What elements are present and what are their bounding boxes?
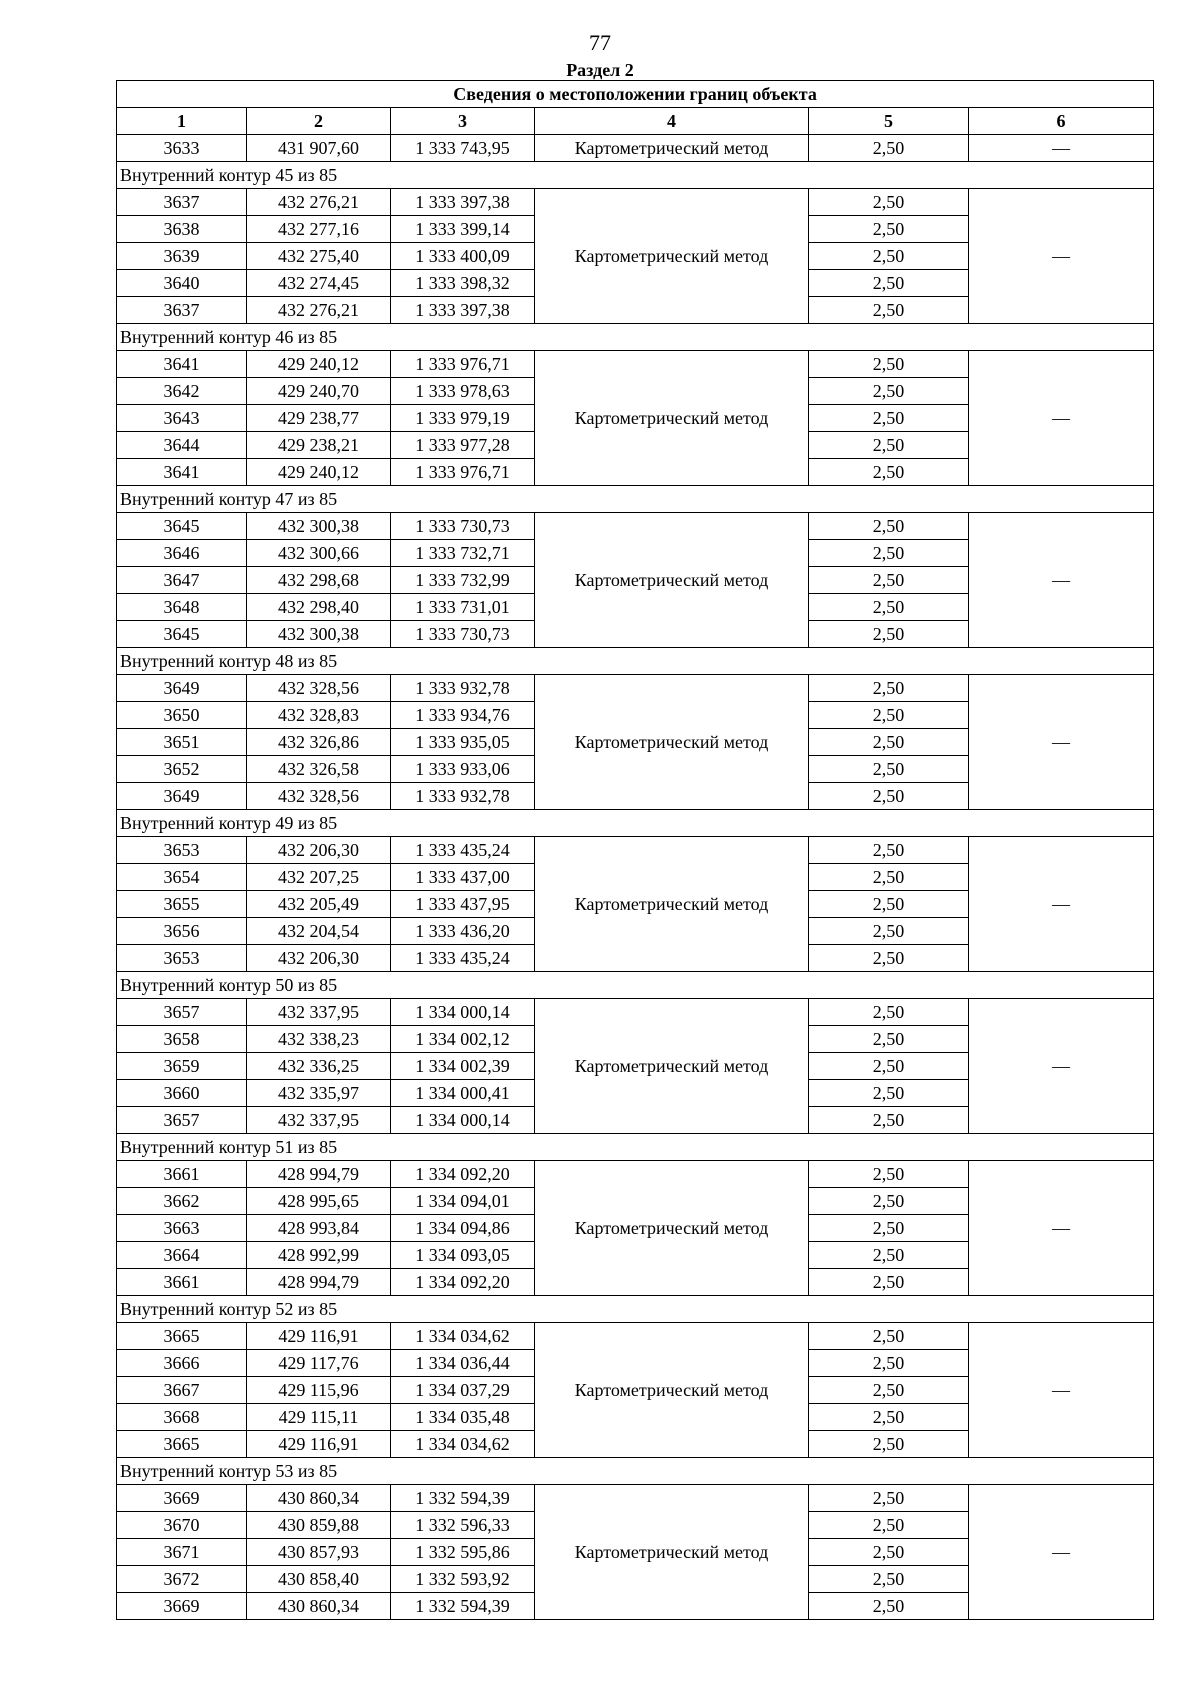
point-number: 3649 (117, 675, 247, 702)
point-number: 3665 (117, 1431, 247, 1458)
column-header: 1 (117, 108, 247, 135)
contour-header-row (117, 324, 1154, 351)
precision-cell: 2,50 (809, 1512, 969, 1539)
precision-cell: 2,50 (809, 1188, 969, 1215)
column-header: 4 (535, 108, 809, 135)
dash-cell: — (969, 135, 1154, 162)
coordinate-x: 428 994,79 (247, 1161, 391, 1188)
point-number: 3667 (117, 1377, 247, 1404)
coordinate-y: 1 332 594,39 (391, 1593, 535, 1620)
contour-label: Внутренний контур 49 из 85 (117, 810, 1154, 837)
column-header: 2 (247, 108, 391, 135)
column-header: 3 (391, 108, 535, 135)
point-number: 3660 (117, 1080, 247, 1107)
precision-cell: 2,50 (809, 864, 969, 891)
coordinate-x: 429 240,12 (247, 351, 391, 378)
precision-cell: 2,50 (809, 783, 969, 810)
precision-cell: 2,50 (809, 1269, 969, 1296)
precision-cell: 2,50 (809, 756, 969, 783)
precision-cell: 2,50 (809, 135, 969, 162)
dash-cell: — (969, 351, 1154, 486)
point-number: 3668 (117, 1404, 247, 1431)
contour-header-row (117, 810, 1154, 837)
coordinate-x: 432 328,56 (247, 783, 391, 810)
contour-header-row (117, 486, 1154, 513)
precision-cell: 2,50 (809, 1026, 969, 1053)
precision-cell: 2,50 (809, 594, 969, 621)
point-number: 3653 (117, 945, 247, 972)
coordinate-y: 1 333 976,71 (391, 351, 535, 378)
coordinate-x: 429 116,91 (247, 1323, 391, 1350)
contour-label: Внутренний контур 48 из 85 (117, 648, 1154, 675)
precision-cell: 2,50 (809, 675, 969, 702)
precision-cell: 2,50 (809, 513, 969, 540)
contour-header-row (117, 162, 1154, 189)
coordinate-x: 429 238,77 (247, 405, 391, 432)
method-cell: Картометрический метод (535, 189, 809, 324)
method-cell: Картометрический метод (535, 1323, 809, 1458)
coordinate-x: 432 276,21 (247, 189, 391, 216)
coordinate-x: 429 240,70 (247, 378, 391, 405)
point-number: 3652 (117, 756, 247, 783)
precision-cell: 2,50 (809, 567, 969, 594)
point-number: 3669 (117, 1485, 247, 1512)
precision-cell: 2,50 (809, 270, 969, 297)
table-row (117, 1485, 1154, 1512)
section-title: Раздел 2 (566, 60, 634, 80)
coordinate-y: 1 334 000,41 (391, 1080, 535, 1107)
contour-header-row (117, 648, 1154, 675)
contour-header-row (117, 1296, 1154, 1323)
point-number: 3643 (117, 405, 247, 432)
precision-cell: 2,50 (809, 216, 969, 243)
coordinate-y: 1 333 399,14 (391, 216, 535, 243)
point-number: 3641 (117, 459, 247, 486)
coordinate-x: 432 300,66 (247, 540, 391, 567)
point-number: 3649 (117, 783, 247, 810)
table-row (117, 135, 1154, 162)
coordinate-y: 1 333 730,73 (391, 621, 535, 648)
contour-label: Внутренний контур 50 из 85 (117, 972, 1154, 999)
precision-cell: 2,50 (809, 1566, 969, 1593)
coordinate-y: 1 334 036,44 (391, 1350, 535, 1377)
point-number: 3657 (117, 999, 247, 1026)
precision-cell: 2,50 (809, 1404, 969, 1431)
point-number: 3642 (117, 378, 247, 405)
coordinate-y: 1 333 935,05 (391, 729, 535, 756)
coordinate-x: 432 207,25 (247, 864, 391, 891)
coordinate-y: 1 332 595,86 (391, 1539, 535, 1566)
point-number: 3662 (117, 1188, 247, 1215)
coordinate-x: 429 116,91 (247, 1431, 391, 1458)
coordinate-y: 1 332 596,33 (391, 1512, 535, 1539)
coordinate-y: 1 333 932,78 (391, 783, 535, 810)
table-row (117, 1161, 1154, 1188)
coordinate-y: 1 334 092,20 (391, 1161, 535, 1188)
coordinate-y: 1 333 437,95 (391, 891, 535, 918)
coordinate-x: 428 994,79 (247, 1269, 391, 1296)
dash-cell: — (969, 513, 1154, 648)
table-row (117, 351, 1154, 378)
dash-cell: — (969, 837, 1154, 972)
point-number: 3637 (117, 189, 247, 216)
coordinate-y: 1 334 094,86 (391, 1215, 535, 1242)
coordinate-x: 429 115,96 (247, 1377, 391, 1404)
point-number: 3666 (117, 1350, 247, 1377)
coordinate-y: 1 334 000,14 (391, 1107, 535, 1134)
coordinate-x: 432 206,30 (247, 945, 391, 972)
coordinate-x: 432 337,95 (247, 999, 391, 1026)
precision-cell: 2,50 (809, 1242, 969, 1269)
point-number: 3670 (117, 1512, 247, 1539)
precision-cell: 2,50 (809, 837, 969, 864)
precision-cell: 2,50 (809, 1107, 969, 1134)
table-title-row (117, 81, 1154, 108)
coordinate-x: 428 992,99 (247, 1242, 391, 1269)
coordinate-y: 1 333 731,01 (391, 594, 535, 621)
coordinate-y: 1 334 092,20 (391, 1269, 535, 1296)
method-cell: Картометрический метод (535, 351, 809, 486)
coordinate-y: 1 334 002,39 (391, 1053, 535, 1080)
point-number: 3639 (117, 243, 247, 270)
precision-cell: 2,50 (809, 1377, 969, 1404)
coordinate-y: 1 332 593,92 (391, 1566, 535, 1593)
coordinate-x: 430 860,34 (247, 1485, 391, 1512)
table-title: Сведения о местоположении границ объекта (117, 81, 1154, 108)
contour-label: Внутренний контур 46 из 85 (117, 324, 1154, 351)
coordinate-y: 1 334 037,29 (391, 1377, 535, 1404)
coordinate-y: 1 334 000,14 (391, 999, 535, 1026)
point-number: 3637 (117, 297, 247, 324)
precision-cell: 2,50 (809, 1431, 969, 1458)
coordinate-x: 432 298,68 (247, 567, 391, 594)
page-number: 77 (589, 30, 611, 55)
coordinate-x: 432 328,83 (247, 702, 391, 729)
coordinate-y: 1 333 979,19 (391, 405, 535, 432)
point-number: 3669 (117, 1593, 247, 1620)
precision-cell: 2,50 (809, 432, 969, 459)
precision-cell: 2,50 (809, 297, 969, 324)
coordinate-x: 432 276,21 (247, 297, 391, 324)
coordinate-x: 432 298,40 (247, 594, 391, 621)
point-number: 3656 (117, 918, 247, 945)
coordinate-y: 1 333 435,24 (391, 837, 535, 864)
coordinate-y: 1 333 437,00 (391, 864, 535, 891)
precision-cell: 2,50 (809, 540, 969, 567)
coordinate-y: 1 333 743,95 (391, 135, 535, 162)
coordinate-x: 430 857,93 (247, 1539, 391, 1566)
coordinate-x: 432 300,38 (247, 513, 391, 540)
coordinate-y: 1 334 034,62 (391, 1323, 535, 1350)
dash-cell: — (969, 675, 1154, 810)
precision-cell: 2,50 (809, 729, 969, 756)
boundaries-table (116, 80, 1154, 1620)
precision-cell: 2,50 (809, 891, 969, 918)
point-number: 3644 (117, 432, 247, 459)
precision-cell: 2,50 (809, 1350, 969, 1377)
coordinate-x: 430 859,88 (247, 1512, 391, 1539)
coordinate-y: 1 333 400,09 (391, 243, 535, 270)
method-cell: Картометрический метод (535, 999, 809, 1134)
table-row (117, 675, 1154, 702)
coordinate-x: 432 274,45 (247, 270, 391, 297)
coordinate-x: 432 326,58 (247, 756, 391, 783)
point-number: 3671 (117, 1539, 247, 1566)
coordinate-y: 1 333 932,78 (391, 675, 535, 702)
table-body (117, 135, 1154, 1620)
table-row (117, 189, 1154, 216)
precision-cell: 2,50 (809, 351, 969, 378)
precision-cell: 2,50 (809, 1539, 969, 1566)
point-number: 3655 (117, 891, 247, 918)
table-row (117, 513, 1154, 540)
point-number: 3641 (117, 351, 247, 378)
coordinate-x: 432 338,23 (247, 1026, 391, 1053)
precision-cell: 2,50 (809, 621, 969, 648)
coordinate-y: 1 333 730,73 (391, 513, 535, 540)
coordinate-x: 432 275,40 (247, 243, 391, 270)
method-cell: Картометрический метод (535, 1485, 809, 1620)
point-number: 3661 (117, 1161, 247, 1188)
column-header-row (117, 108, 1154, 135)
dash-cell: — (969, 999, 1154, 1134)
coordinate-x: 429 115,11 (247, 1404, 391, 1431)
coordinate-x: 430 858,40 (247, 1566, 391, 1593)
precision-cell: 2,50 (809, 459, 969, 486)
coordinate-y: 1 334 035,48 (391, 1404, 535, 1431)
point-number: 3638 (117, 216, 247, 243)
dash-cell: — (969, 1323, 1154, 1458)
coordinate-x: 430 860,34 (247, 1593, 391, 1620)
column-header: 6 (969, 108, 1154, 135)
coordinate-x: 428 993,84 (247, 1215, 391, 1242)
precision-cell: 2,50 (809, 189, 969, 216)
coordinate-x: 432 300,38 (247, 621, 391, 648)
contour-header-row (117, 1458, 1154, 1485)
precision-cell: 2,50 (809, 918, 969, 945)
table-row (117, 837, 1154, 864)
coordinate-y: 1 333 436,20 (391, 918, 535, 945)
coordinate-x: 429 240,12 (247, 459, 391, 486)
point-number: 3650 (117, 702, 247, 729)
coordinate-x: 432 277,16 (247, 216, 391, 243)
coordinate-y: 1 334 093,05 (391, 1242, 535, 1269)
coordinate-y: 1 333 732,71 (391, 540, 535, 567)
point-number: 3658 (117, 1026, 247, 1053)
precision-cell: 2,50 (809, 702, 969, 729)
coordinate-y: 1 333 732,99 (391, 567, 535, 594)
precision-cell: 2,50 (809, 1593, 969, 1620)
coordinate-y: 1 334 034,62 (391, 1431, 535, 1458)
precision-cell: 2,50 (809, 1485, 969, 1512)
coordinate-y: 1 333 976,71 (391, 459, 535, 486)
coordinate-x: 429 117,76 (247, 1350, 391, 1377)
dash-cell: — (969, 189, 1154, 324)
point-number: 3659 (117, 1053, 247, 1080)
contour-label: Внутренний контур 53 из 85 (117, 1458, 1154, 1485)
method-cell: Картометрический метод (535, 1161, 809, 1296)
coordinate-x: 428 995,65 (247, 1188, 391, 1215)
point-number: 3633 (117, 135, 247, 162)
dash-cell: — (969, 1161, 1154, 1296)
contour-header-row (117, 1134, 1154, 1161)
point-number: 3645 (117, 621, 247, 648)
coordinate-y: 1 334 002,12 (391, 1026, 535, 1053)
precision-cell: 2,50 (809, 945, 969, 972)
table-row (117, 999, 1154, 1026)
coordinate-x: 429 238,21 (247, 432, 391, 459)
precision-cell: 2,50 (809, 243, 969, 270)
contour-label: Внутренний контур 52 из 85 (117, 1296, 1154, 1323)
coordinate-x: 432 206,30 (247, 837, 391, 864)
coordinate-y: 1 333 398,32 (391, 270, 535, 297)
point-number: 3640 (117, 270, 247, 297)
point-number: 3657 (117, 1107, 247, 1134)
coordinate-x: 432 337,95 (247, 1107, 391, 1134)
point-number: 3646 (117, 540, 247, 567)
point-number: 3645 (117, 513, 247, 540)
precision-cell: 2,50 (809, 999, 969, 1026)
method-cell: Картометрический метод (535, 135, 809, 162)
table-row (117, 1323, 1154, 1350)
contour-label: Внутренний контур 45 из 85 (117, 162, 1154, 189)
coordinate-x: 432 326,86 (247, 729, 391, 756)
point-number: 3661 (117, 1269, 247, 1296)
point-number: 3664 (117, 1242, 247, 1269)
coordinate-y: 1 333 978,63 (391, 378, 535, 405)
precision-cell: 2,50 (809, 1323, 969, 1350)
precision-cell: 2,50 (809, 378, 969, 405)
point-number: 3665 (117, 1323, 247, 1350)
contour-header-row (117, 972, 1154, 999)
coordinate-y: 1 333 397,38 (391, 189, 535, 216)
coordinate-y: 1 334 094,01 (391, 1188, 535, 1215)
coordinate-x: 432 204,54 (247, 918, 391, 945)
contour-label: Внутренний контур 51 из 85 (117, 1134, 1154, 1161)
coordinate-x: 431 907,60 (247, 135, 391, 162)
coordinate-y: 1 333 934,76 (391, 702, 535, 729)
coordinate-x: 432 335,97 (247, 1080, 391, 1107)
method-cell: Картометрический метод (535, 675, 809, 810)
point-number: 3653 (117, 837, 247, 864)
method-cell: Картометрический метод (535, 837, 809, 972)
coordinate-x: 432 328,56 (247, 675, 391, 702)
coordinate-x: 432 336,25 (247, 1053, 391, 1080)
coordinate-y: 1 333 397,38 (391, 297, 535, 324)
precision-cell: 2,50 (809, 1161, 969, 1188)
point-number: 3647 (117, 567, 247, 594)
method-cell: Картометрический метод (535, 513, 809, 648)
dash-cell: — (969, 1485, 1154, 1620)
point-number: 3648 (117, 594, 247, 621)
point-number: 3663 (117, 1215, 247, 1242)
coordinate-y: 1 332 594,39 (391, 1485, 535, 1512)
precision-cell: 2,50 (809, 1215, 969, 1242)
precision-cell: 2,50 (809, 1053, 969, 1080)
coordinate-y: 1 333 933,06 (391, 756, 535, 783)
point-number: 3672 (117, 1566, 247, 1593)
column-header: 5 (809, 108, 969, 135)
precision-cell: 2,50 (809, 1080, 969, 1107)
point-number: 3654 (117, 864, 247, 891)
point-number: 3651 (117, 729, 247, 756)
coordinate-y: 1 333 977,28 (391, 432, 535, 459)
contour-label: Внутренний контур 47 из 85 (117, 486, 1154, 513)
coordinate-x: 432 205,49 (247, 891, 391, 918)
coordinate-y: 1 333 435,24 (391, 945, 535, 972)
precision-cell: 2,50 (809, 405, 969, 432)
